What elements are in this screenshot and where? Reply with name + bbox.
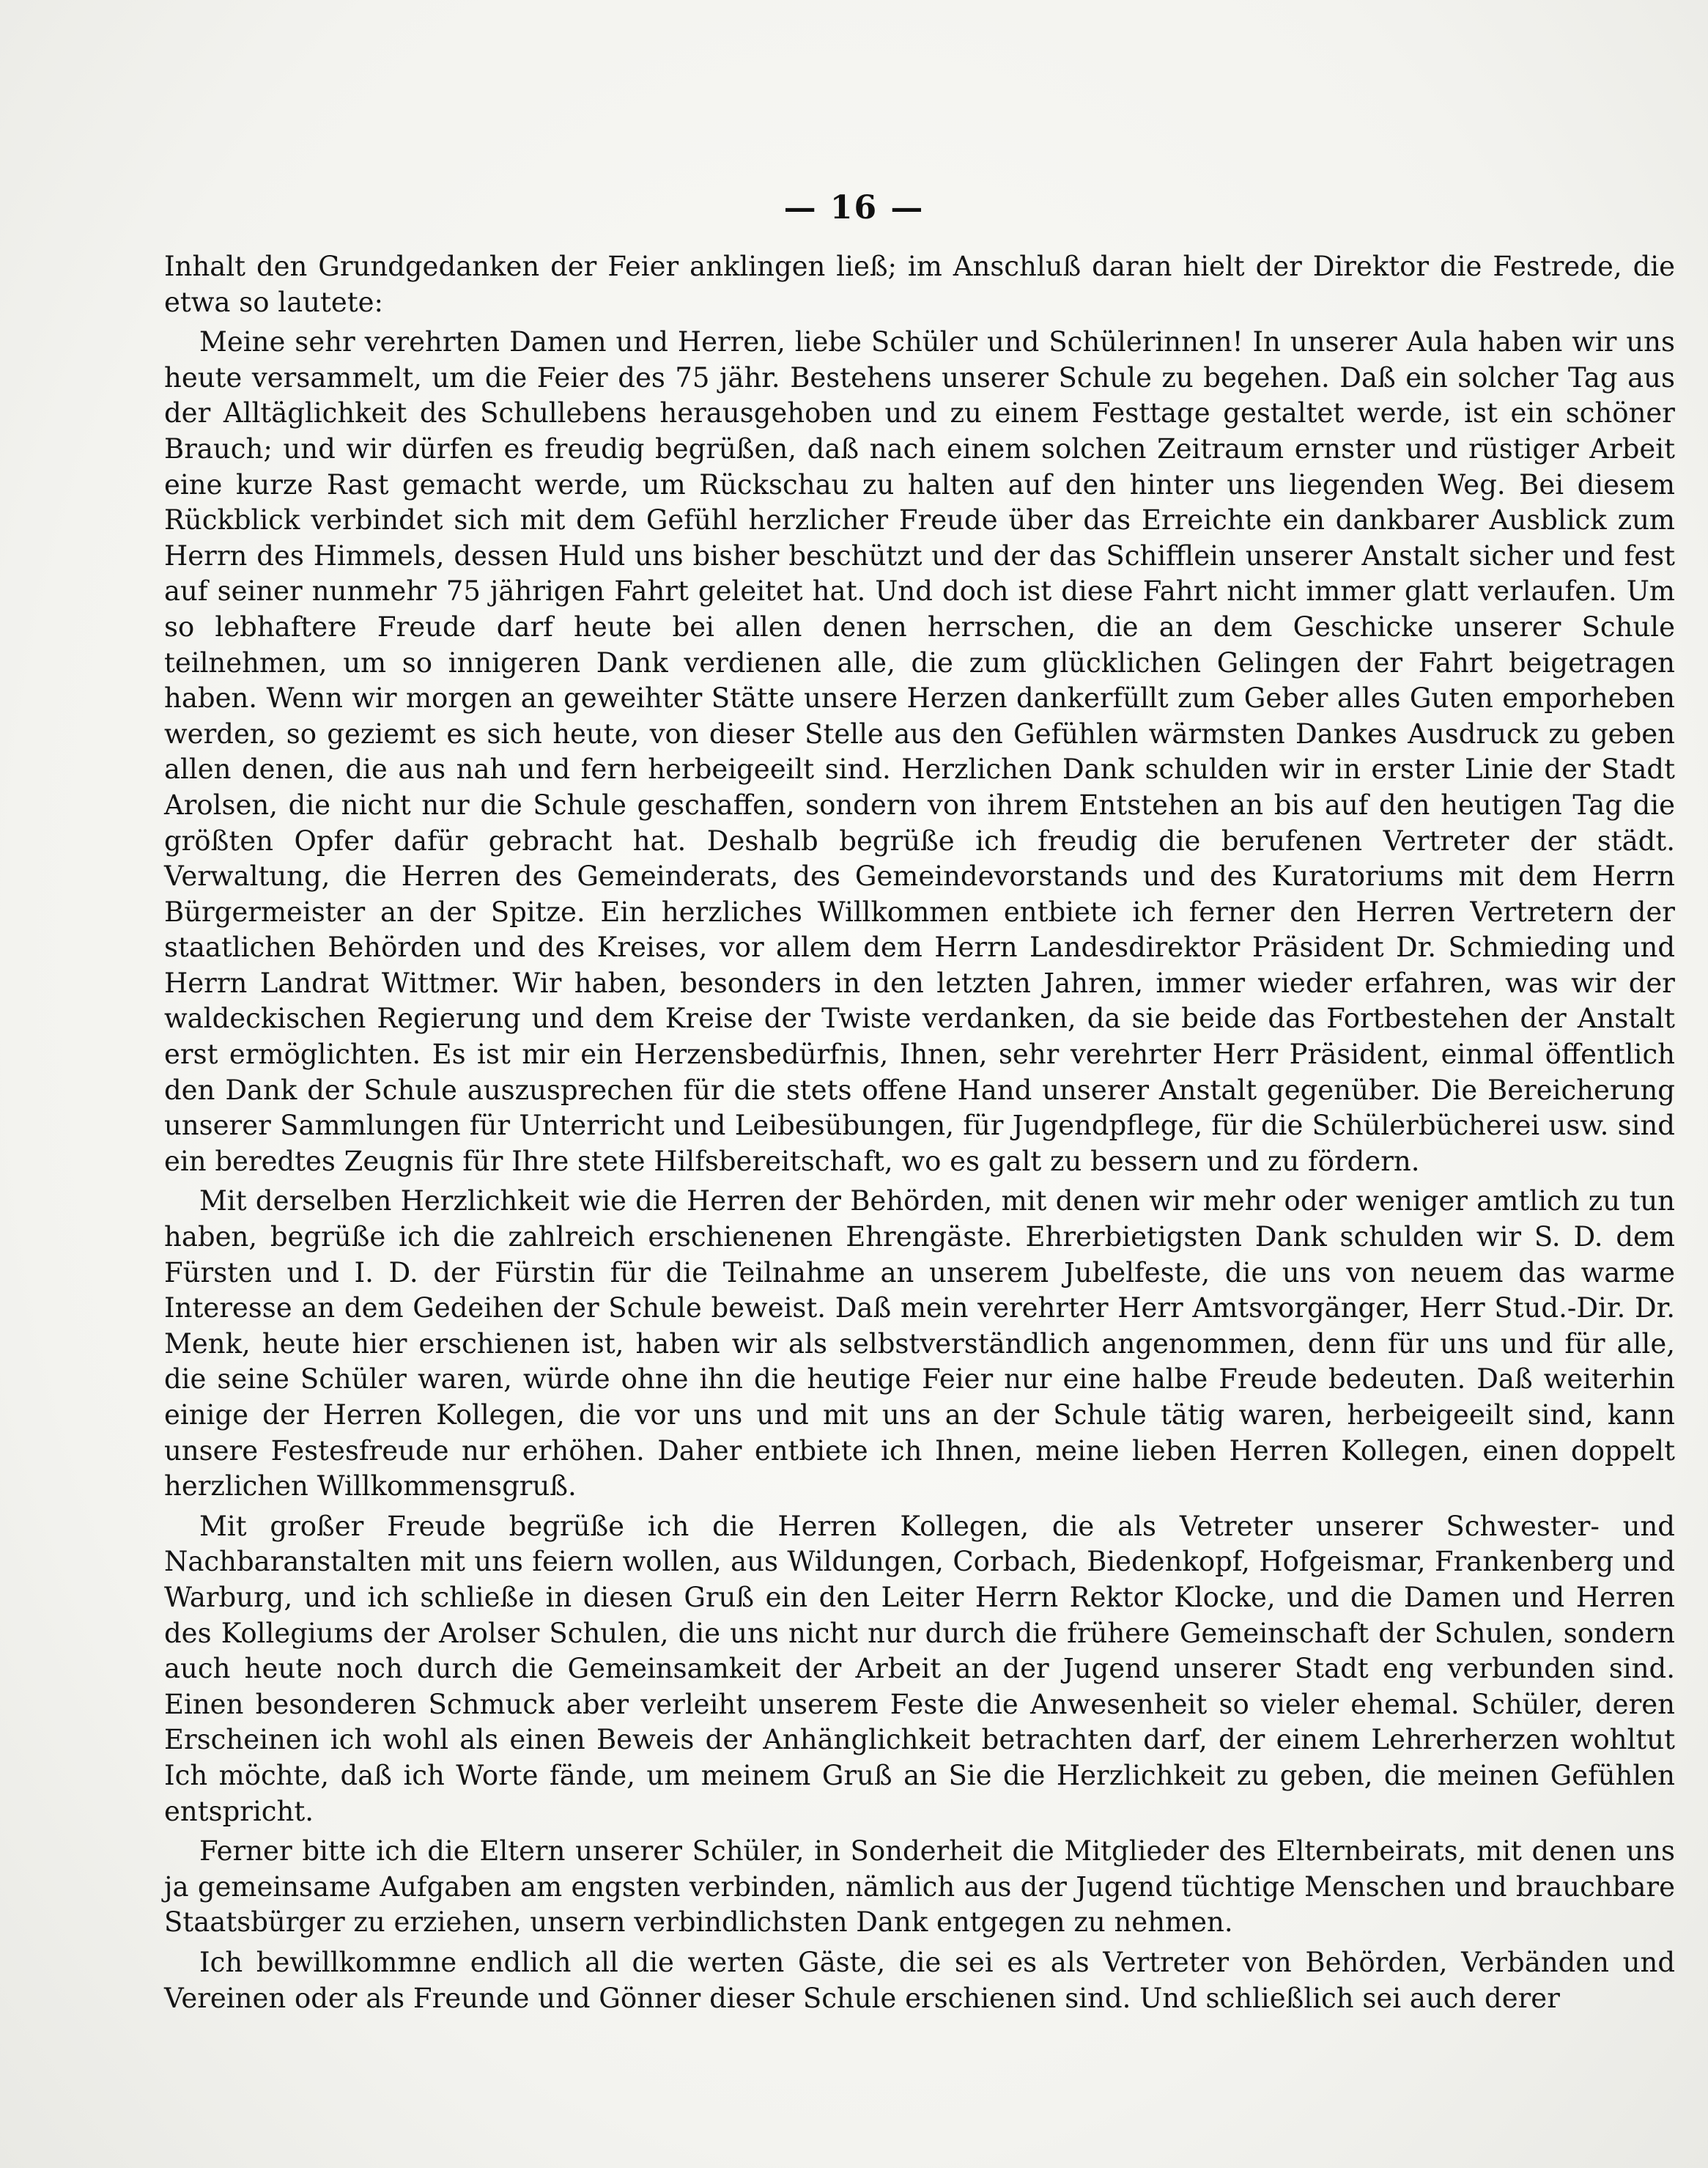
paragraph-closing: Ich bewillkommne endlich all die werten Gäste, die sei es als Vertreter von Behörden, Verbänden und Vereinen oder als Freunde und Gönner dieser Schule erschienen sind. Und schließlich sei auch derer xyxy=(164,1946,1675,2014)
body-text xyxy=(164,249,1675,2021)
paragraph-speech-opening: Meine sehr verehrten Damen und Herren, liebe Schüler und Schülerinnen! In unserer Aula haben wir uns heute versammelt, um die Feier des 75 jähr. Bestehens unserer Schule zu begehen. Daß ein solcher Tag aus der Alltäglichkeit des Schullebens herausgehoben und zu einem Festtage gestaltet werde, ist ein schöner Brauch; und wir dürfen es freudig begrüßen, daß nach einem solchen Zeitraum ernster und rüstiger Arbeit eine kurze Rast gemacht werde, um Rückschau zu halten auf den hinter uns liegenden Weg. Bei diesem Rückblick verbindet sich mit dem Gefühl herzlicher Freude über das Erreichte ein dankbarer Ausblick zum Herrn des Himmels, dessen Huld uns bisher beschützt und der das Schifflein unserer Anstalt sicher und fest auf seiner nunmehr 75 jährigen Fahrt geleitet hat. Und doch ist diese Fahrt nicht immer glatt verlaufen. Um so lebhaftere Freude darf heute bei allen denen herrschen, die an dem Geschicke unserer Schule teilnehmen, um so innigeren Dank verdienen alle, die zum glücklichen Gelingen der Fahrt beigetragen haben. Wenn wir morgen an geweihter Stätte unsere Herzen dankerfüllt zum Geber alles Guten emporheben werden, so geziemt es sich heute, von dieser Stelle aus den Gefühlen wärmsten Dankes Ausdruck zu geben allen denen, die aus nah und fern herbeigeeilt sind. Herzlichen Dank schulden wir in erster Linie der Stadt Arolsen, die nicht nur die Schule geschaffen, sondern von ihrem Entstehen an bis auf den heutigen Tag die größten Opfer dafür gebracht hat. Deshalb begrüße ich freudig die berufenen Vertreter der städt. Verwaltung, die Herren des Gemeinderats, des Gemeindevorstands und des Kuratoriums mit dem Herrn Bürgermeister an der Spitze. Ein herzliches Willkommen entbiete ich ferner den Herren Vertretern der staatlichen Behörden und des Kreises, vor allem dem Herrn Landesdirektor Präsident Dr. Schmieding und Herrn Landrat Wittmer. Wir haben, besonders in den letzten Jahren, immer wieder erfahren, was wir der waldeckischen Regierung und dem Kreise der Twiste verdanken, da sie beide das Fortbestehen der Anstalt erst ermöglichten. Es ist mir ein Herzensbedürfnis, Ihnen, sehr verehrter Herr Präsident, einmal öffentlich den Dank der Schule auszusprechen für die stets offene Hand unserer Anstalt gegenüber. Die Bereicherung unserer Sammlungen für Unterricht und Leibesübungen, für Jugendpflege, für die Schülerbücherei usw. sind ein beredtes Zeugnis für Ihre stete Hilfsbereitschaft, wo es galt zu bessern und zu fördern. xyxy=(164,326,1675,1177)
page-number: — 16 — xyxy=(783,189,925,226)
paragraph-intro: Inhalt den Grundgedanken der Feier anklingen ließ; im Anschluß daran hielt der Direktor die Festrede, die etwa so lautete: xyxy=(164,251,1675,318)
paragraph-parents: Ferner bitte ich die Eltern unserer Schüler, in Sonderheit die Mitglieder des Elternbeirats, mit denen uns ja gemeinsame Aufgaben am engsten verbinden, nämlich aus der Jugend tüchtige Menschen und brauchbare Staatsbürger zu erziehen, unsern verbindlichsten Dank entgegen zu nehmen. xyxy=(164,1835,1675,1939)
paragraph-honored-guests: Mit derselben Herzlichkeit wie die Herren der Behörden, mit denen wir mehr oder weniger amtlich zu tun haben, begrüße ich die zahlreich erschienenen Ehrengäste. Ehrerbietigsten Dank schulden wir S. D. dem Fürsten und I. D. der Fürstin für die Teilnahme an unserem Jubelfeste, die uns von neuem das warme Interesse an dem Gedeihen der Schule beweist. Daß mein verehrter Herr Amtsvorgänger, Herr Stud.-Dir. Dr. Menk, heute hier erschienen ist, haben wir als selbstverständlich angenommen, denn für uns und für alle, die seine Schüler waren, würde ohne ihn die heutige Feier nur eine halbe Freude bedeuten. Daß weiterhin einige der Herren Kollegen, die vor uns und mit uns an der Schule tätig waren, herbeigeeilt sind, kann unsere Festesfreude nur erhöhen. Daher entbiete ich Ihnen, meine lieben Herren Kollegen, einen doppelt herzlichen Willkommensgruß. xyxy=(164,1185,1675,1503)
paragraph-colleagues: Mit großer Freude begrüße ich die Herren Kollegen, die als Vetreter unserer Schwester- und Nachbaranstalten mit uns feiern wollen, aus Wildungen, Corbach, Biedenkopf, Hofgeismar, Frankenberg und Warburg, und ich schließe in diesen Gruß ein den Leiter Herrn Rektor Klocke, und die Damen und Herren des Kollegiums der Arolser Schulen, die uns nicht nur durch die frühere Gemeinschaft der Schulen, sondern auch heute noch durch die Gemeinsamkeit der Arbeit an der Jugend unserer Stadt eng verbunden sind. Einen besonderen Schmuck aber verleiht unserem Feste die Anwesenheit so vieler ehemal. Schüler, deren Erscheinen ich wohl als einen Beweis der Anhänglichkeit betrachten darf, der einem Lehrerherzen wohltut Ich möchte, daß ich Worte fände, um meinem Gruß an Sie die Herzlichkeit zu geben, die meinen Gefühlen entspricht. xyxy=(164,1510,1675,1827)
